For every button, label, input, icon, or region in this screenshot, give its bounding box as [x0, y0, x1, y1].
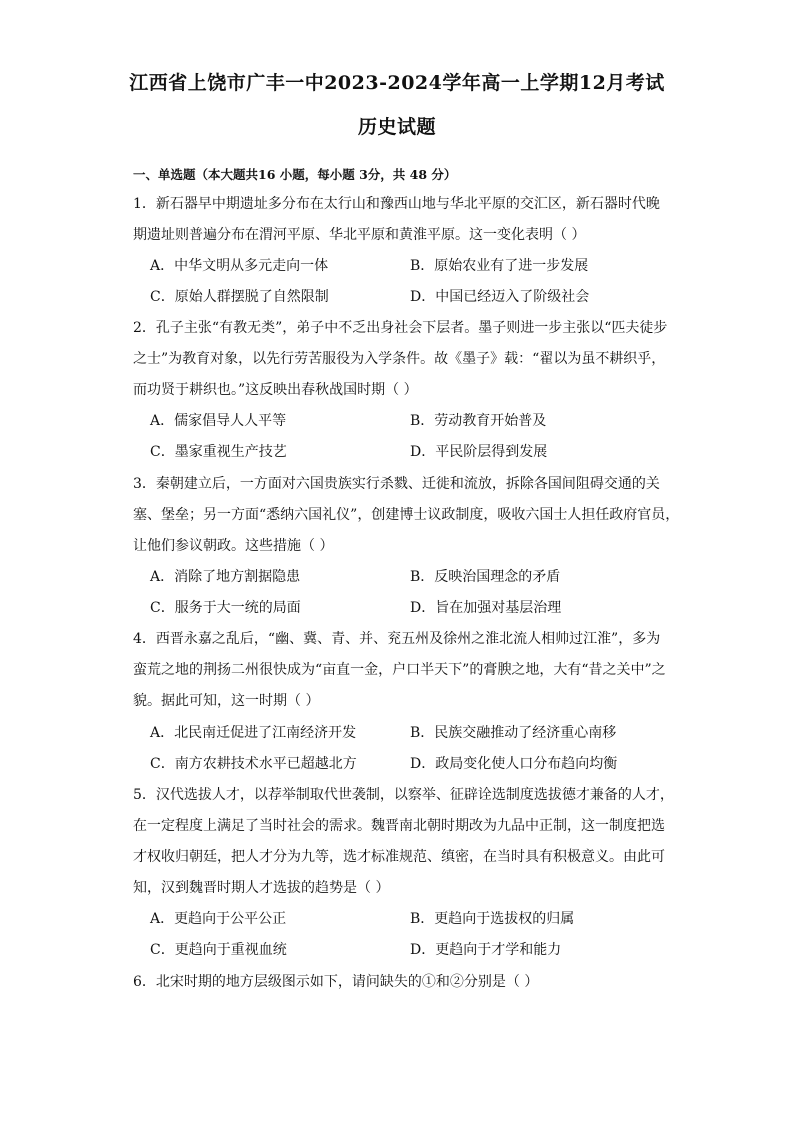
option-c: C．原始人群摆脱了自然限制	[150, 289, 329, 305]
question-2-text: 之士”为教育对象，以先行劳苦服役为入学条件。故《墨子》载：“翟以为虽不耕织乎，	[133, 351, 666, 367]
question-3-text: 3．秦朝建立后，一方面对六国贵族实行杀戮、迁徙和流放，拆除各国间阻碍交通的关	[133, 476, 660, 492]
option-c: C．墨家重视生产技艺	[150, 444, 287, 460]
option-b: B．原始农业有了进一步发展	[410, 258, 589, 274]
option-c: C．南方农耕技术水平已超越北方	[150, 756, 357, 772]
question-6-text: 6．北宋时期的地方层级图示如下，请问缺失的①和②分别是（ ）	[133, 974, 539, 990]
section-heading: 一、单选题（本大题共16 小题，每小题 3分，共 48 分）	[133, 167, 457, 182]
option-b: B．更趋向于选拔权的归属	[410, 911, 575, 927]
option-b: B．劳动教育开始普及	[410, 413, 547, 429]
question-1-text: 1．新石器早中期遗址多分布在太行山和豫西山地与华北平原的交汇区，新石器时代晚	[133, 196, 660, 212]
option-d: D．更趋向于才学和能力	[410, 942, 562, 958]
exam-title: 江西省上饶市广丰一中2023-2024学年高一上学期12月考试	[129, 72, 665, 94]
question-5-text: 知，汉到魏晋时期人才选拔的趋势是（ ）	[133, 880, 390, 896]
question-2-text: 而功贤于耕织也。”这反映出春秋战国时期（ ）	[133, 382, 418, 398]
question-5-text: 才权收归朝廷，把人才分为九等，选才标准规范、缜密，在当时具有积极意义。由此可	[133, 849, 665, 865]
question-4-text: 蛮荒之地的荆扬二州很快成为“亩直一金，户口半天下”的膏腴之地，大有“昔之关中”之	[133, 662, 666, 678]
option-b: B．反映治国理念的矛盾	[410, 569, 561, 585]
question-4-text: 4．西晋永嘉之乱后，“幽、冀、青、并、兖五州及徐州之淮北流人相帅过江淮”，多为	[133, 631, 661, 647]
option-a: A．消除了地方割据隐患	[150, 569, 301, 585]
option-b: B．民族交融推动了经济重心南移	[410, 725, 617, 741]
option-c: C．服务于大一统的局面	[150, 600, 301, 616]
option-d: D．中国已经迈入了阶级社会	[410, 289, 590, 305]
option-d: D．平民阶层得到发展	[410, 444, 548, 460]
question-3-text: 让他们参议朝政。这些措施（ ）	[133, 538, 334, 554]
question-4-text: 貌。据此可知，这一时期（ ）	[133, 693, 320, 709]
option-a: A．更趋向于公平公正	[150, 911, 287, 927]
question-3-text: 塞、堡垒；另一方面“悉纳六国礼仪”，创建博士议政制度，吸收六国士人担任政府官员，	[133, 507, 680, 523]
option-a: A．北民南迁促进了江南经济开发	[150, 725, 357, 741]
question-5-text: 5．汉代选拔人才，以荐举制取代世袭制，以察举、征辟诠选制度选拔德才兼备的人才，	[133, 787, 674, 803]
question-2-text: 2．孔子主张“有教无类”，弟子中不乏出身社会下层者。墨子则进一步主张以“匹夫徒步	[133, 320, 668, 336]
option-a: A．中华文明从多元走向一体	[150, 258, 329, 274]
question-1-text: 期遗址则普遍分布在渭河平原、华北平原和黄淮平原。这一变化表明（ ）	[133, 227, 586, 243]
option-c: C．更趋向于重视血统	[150, 942, 287, 958]
option-d: D．旨在加强对基层治理	[410, 600, 562, 616]
question-5-text: 在一定程度上满足了当时社会的需求。魏晋南北朝时期改为九品中正制，这一制度把选	[133, 818, 665, 834]
option-d: D．政局变化使人口分布趋向均衡	[410, 756, 618, 772]
option-a: A．儒家倡导人人平等	[150, 413, 287, 429]
exam-subtitle: 历史试题	[357, 116, 436, 138]
